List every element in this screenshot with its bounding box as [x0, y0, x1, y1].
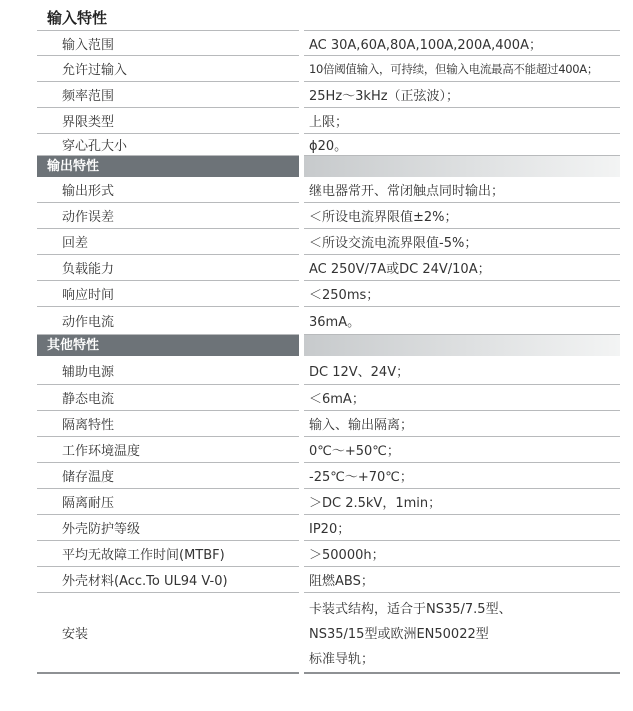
row-label: 辅助电源 — [37, 356, 299, 385]
table-row — [37, 30, 620, 56]
table-row — [37, 385, 620, 411]
row-value: ＜所设交流电流界限值-5%； — [304, 229, 620, 255]
row-label: 输入范围 — [37, 30, 299, 56]
row-label: 工作环境温度 — [37, 437, 299, 463]
table-row — [37, 356, 620, 385]
row-label: 负载能力 — [37, 255, 299, 281]
row-label: 储存温度 — [37, 463, 299, 489]
table-row — [37, 541, 620, 567]
value-line: NS35/15型或欧洲EN50022型 — [309, 627, 489, 642]
table-row — [37, 463, 620, 489]
row-label: 穿心孔大小 — [37, 134, 299, 156]
value-line: 卡装式结构，适合于NS35/7.5型、 — [309, 602, 512, 617]
row-value: ϕ20。 — [304, 134, 620, 156]
row-value: ＞DC 2.5kV，1min； — [304, 489, 620, 515]
section-header-output — [37, 156, 620, 177]
row-label: 外壳材料(Acc.To UL94 V-0) — [37, 567, 299, 593]
row-label: 响应时间 — [37, 281, 299, 307]
table-row — [37, 56, 620, 82]
table-row — [37, 134, 620, 156]
row-label: 动作误差 — [37, 203, 299, 229]
section-title-output: 输出特性 — [37, 156, 299, 177]
table-row — [37, 307, 620, 335]
value-line: 标准导轨； — [309, 652, 375, 667]
row-value: ＜所设电流界限值±2%； — [304, 203, 620, 229]
table-row — [37, 82, 620, 108]
row-value: 36mA。 — [304, 307, 620, 335]
row-label: 允许过输入 — [37, 56, 299, 82]
table-row — [37, 255, 620, 281]
row-value: 阻燃ABS； — [304, 567, 620, 593]
row-value: ＜250ms； — [304, 281, 620, 307]
row-value: 继电器常开、常闭触点同时输出； — [304, 177, 620, 203]
row-value: AC 30A,60A,80A,100A,200A,400A； — [304, 30, 620, 56]
table-row — [37, 489, 620, 515]
table-row — [37, 411, 620, 437]
section-title-other: 其他特性 — [37, 335, 299, 356]
row-value: DC 12V、24V； — [304, 356, 620, 385]
row-label: 界限类型 — [37, 108, 299, 134]
row-label: 频率范围 — [37, 82, 299, 108]
section-title-input: 输入特性 — [47, 9, 108, 27]
row-value: AC 250V/7A或DC 24V/10A； — [304, 255, 620, 281]
row-value: 输入、输出隔离； — [304, 411, 620, 437]
row-value: ＞50000h； — [304, 541, 620, 567]
row-value: -25℃～+70℃； — [304, 463, 620, 489]
section-header-other — [37, 335, 620, 356]
row-label: 外壳防护等级 — [37, 515, 299, 541]
row-value: ＜6mA； — [304, 385, 620, 411]
table-row — [37, 108, 620, 134]
table-row — [37, 437, 620, 463]
section-header-gradient — [304, 156, 620, 177]
row-label: 隔离特性 — [37, 411, 299, 437]
table-row — [37, 593, 620, 674]
section-header-gradient — [304, 335, 620, 356]
row-label: 输出形式 — [37, 177, 299, 203]
row-value-multiline — [304, 593, 620, 674]
row-value: 0℃～+50℃； — [304, 437, 620, 463]
spec-table — [37, 4, 620, 674]
table-row — [37, 229, 620, 255]
row-label: 安装 — [37, 593, 299, 674]
row-value: 上限； — [304, 108, 620, 134]
row-label: 平均无故障工作时间(MTBF) — [37, 541, 299, 567]
row-value: IP20； — [304, 515, 620, 541]
table-row — [37, 177, 620, 203]
table-row — [37, 203, 620, 229]
row-label: 静态电流 — [37, 385, 299, 411]
row-label: 动作电流 — [37, 307, 299, 335]
table-row — [37, 567, 620, 593]
row-label: 回差 — [37, 229, 299, 255]
row-value: 10倍阈值输入，可持续，但输入电流最高不能超过400A； — [304, 56, 620, 82]
table-row — [37, 515, 620, 541]
row-label: 隔离耐压 — [37, 489, 299, 515]
table-row — [37, 281, 620, 307]
row-value: 25Hz～3kHz（正弦波）； — [304, 82, 620, 108]
